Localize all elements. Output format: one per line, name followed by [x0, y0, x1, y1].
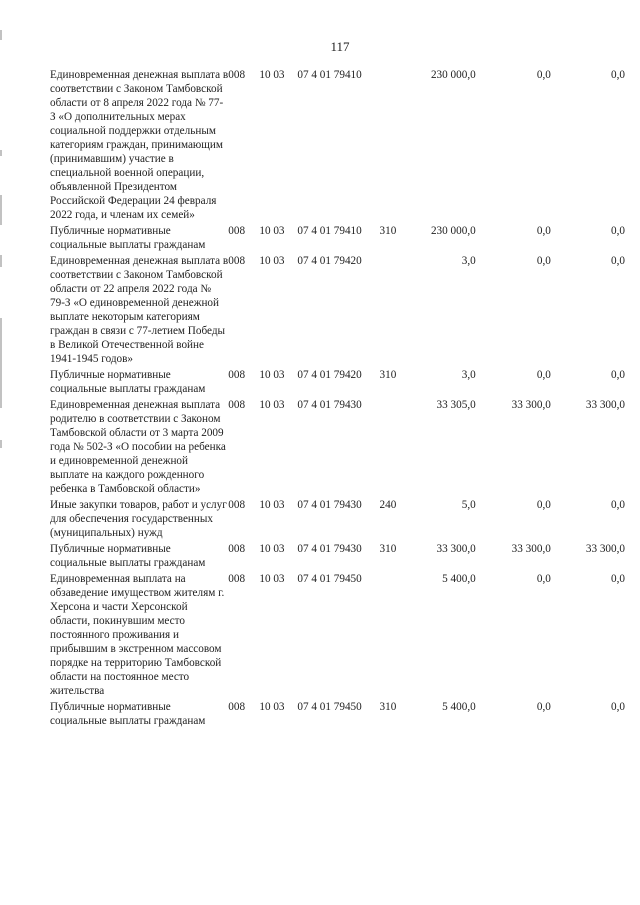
row-expense-type: 240 [379, 499, 397, 511]
row-name: Единовременная денежная выплата родителю в соответствии с Законом Тамбовской области от 3 марта 2009 года № 502-З «О пособии на ребенка и единовременной денежной выплате на каждого рожденного ребенка в Тамбовской области» [50, 399, 226, 495]
table-row [50, 224, 625, 254]
row-sum-year2: 0,0 [536, 573, 551, 585]
scan-artifact [0, 318, 2, 408]
row-sum-year2: 0,0 [536, 499, 551, 511]
row-ministry-code: 008 [228, 369, 246, 381]
scan-artifact [0, 150, 2, 156]
row-name: Публичные нормативные социальные выплаты гражданам [50, 225, 206, 251]
row-sum-year2: 33 300,0 [511, 543, 551, 555]
scan-artifact [0, 440, 2, 448]
row-target-code: 07 4 01 79420 [297, 369, 362, 381]
scan-artifact [0, 195, 2, 225]
row-name: Публичные нормативные социальные выплаты гражданам [50, 369, 206, 395]
row-expense-type: 310 [379, 369, 397, 381]
table-row [50, 700, 625, 730]
row-expense-type [380, 398, 408, 498]
row-sum-year1: 230 000,0 [430, 69, 476, 81]
row-sum-year1: 33 305,0 [436, 399, 476, 411]
row-sum-year3: 0,0 [611, 573, 625, 585]
row-sum-year2: 0,0 [536, 701, 551, 713]
row-name: Единовременная выплата на обзаведение имуществом жителям г. Херсона и части Херсонской области, покинувшим место постоянного проживания и прибывшим в экстренном массовом порядке на территорию Тамбовской области на постоянное место жительства [50, 573, 225, 697]
row-ministry-code: 008 [228, 399, 246, 411]
row-target-code: 07 4 01 79430 [297, 499, 362, 511]
table-row [50, 254, 625, 368]
row-section-code: 10 03 [259, 69, 285, 81]
row-target-code: 07 4 01 79420 [297, 255, 362, 267]
row-sum-year1: 5,0 [461, 499, 476, 511]
row-sum-year3: 33 300,0 [585, 543, 625, 555]
row-name: Иные закупки товаров, работ и услуг для обеспечения государственных (муниципальных) нужд [50, 499, 227, 539]
row-sum-year1: 230 000,0 [430, 225, 476, 237]
row-target-code: 07 4 01 79410 [297, 225, 362, 237]
row-sum-year3: 0,0 [611, 701, 625, 713]
row-expense-type [380, 572, 408, 700]
row-ministry-code: 008 [228, 69, 246, 81]
row-section-code: 10 03 [259, 225, 285, 237]
row-section-code: 10 03 [259, 499, 285, 511]
row-sum-year1: 5 400,0 [442, 701, 476, 713]
row-sum-year2: 0,0 [536, 225, 551, 237]
row-target-code: 07 4 01 79450 [297, 573, 362, 585]
row-sum-year3: 0,0 [611, 499, 625, 511]
table-row [50, 368, 625, 398]
row-ministry-code: 008 [228, 225, 246, 237]
row-target-code: 07 4 01 79410 [297, 69, 362, 81]
table-row [50, 572, 625, 700]
row-sum-year2: 33 300,0 [511, 399, 551, 411]
row-expense-type: 310 [379, 701, 397, 713]
row-sum-year2: 0,0 [536, 255, 551, 267]
table-row [50, 398, 625, 498]
row-expense-type [380, 254, 408, 368]
row-sum-year2: 0,0 [536, 369, 551, 381]
row-target-code: 07 4 01 79450 [297, 701, 362, 713]
row-name: Единовременная денежная выплата в соответствии с Законом Тамбовской области от 22 апреля 2022 года № 79-З «О единовременной денежной выплате некоторым категориям граждан в связи с 77-летием Победы в Великой Отечественной войне 1941-1945 годов» [50, 255, 229, 365]
scan-artifact [0, 255, 2, 267]
row-sum-year1: 5 400,0 [442, 573, 476, 585]
row-ministry-code: 008 [228, 499, 246, 511]
table-row [50, 542, 625, 572]
row-section-code: 10 03 [259, 573, 285, 585]
row-sum-year1: 3,0 [461, 369, 476, 381]
row-ministry-code: 008 [228, 701, 246, 713]
row-sum-year1: 33 300,0 [436, 543, 476, 555]
row-sum-year3: 0,0 [611, 369, 625, 381]
row-section-code: 10 03 [259, 255, 285, 267]
row-expense-type [380, 68, 408, 224]
row-target-code: 07 4 01 79430 [297, 543, 362, 555]
row-expense-type: 310 [379, 543, 397, 555]
row-expense-type: 310 [379, 225, 397, 237]
row-sum-year3: 0,0 [611, 225, 625, 237]
table-row [50, 68, 625, 224]
scan-artifact [0, 30, 2, 40]
row-sum-year2: 0,0 [536, 69, 551, 81]
row-section-code: 10 03 [259, 701, 285, 713]
row-sum-year1: 3,0 [461, 255, 476, 267]
row-ministry-code: 008 [228, 573, 246, 585]
row-target-code: 07 4 01 79430 [297, 399, 362, 411]
row-name: Публичные нормативные социальные выплаты гражданам [50, 701, 206, 727]
row-section-code: 10 03 [259, 369, 285, 381]
row-ministry-code: 008 [228, 255, 246, 267]
budget-table [50, 68, 625, 730]
row-section-code: 10 03 [259, 543, 285, 555]
table-row [50, 498, 625, 542]
row-sum-year3: 0,0 [611, 69, 625, 81]
row-ministry-code: 008 [228, 543, 246, 555]
row-name: Единовременная денежная выплата в соответствии с Законом Тамбовской области от 8 апреля 2022 года № 77-З «О дополнительных мерах социальной поддержки отдельным категориям граждан, принимающим (принимавшим) участие в специальной военной операции, объявленной Президентом Российской Федерации 24 февраля 2022 года, и членам их семей» [50, 69, 229, 221]
row-section-code: 10 03 [259, 399, 285, 411]
row-name: Публичные нормативные социальные выплаты гражданам [50, 543, 206, 569]
row-sum-year3: 0,0 [611, 255, 625, 267]
page-number: 117 [330, 39, 350, 54]
row-sum-year3: 33 300,0 [585, 399, 625, 411]
budget-table-body [50, 68, 625, 730]
